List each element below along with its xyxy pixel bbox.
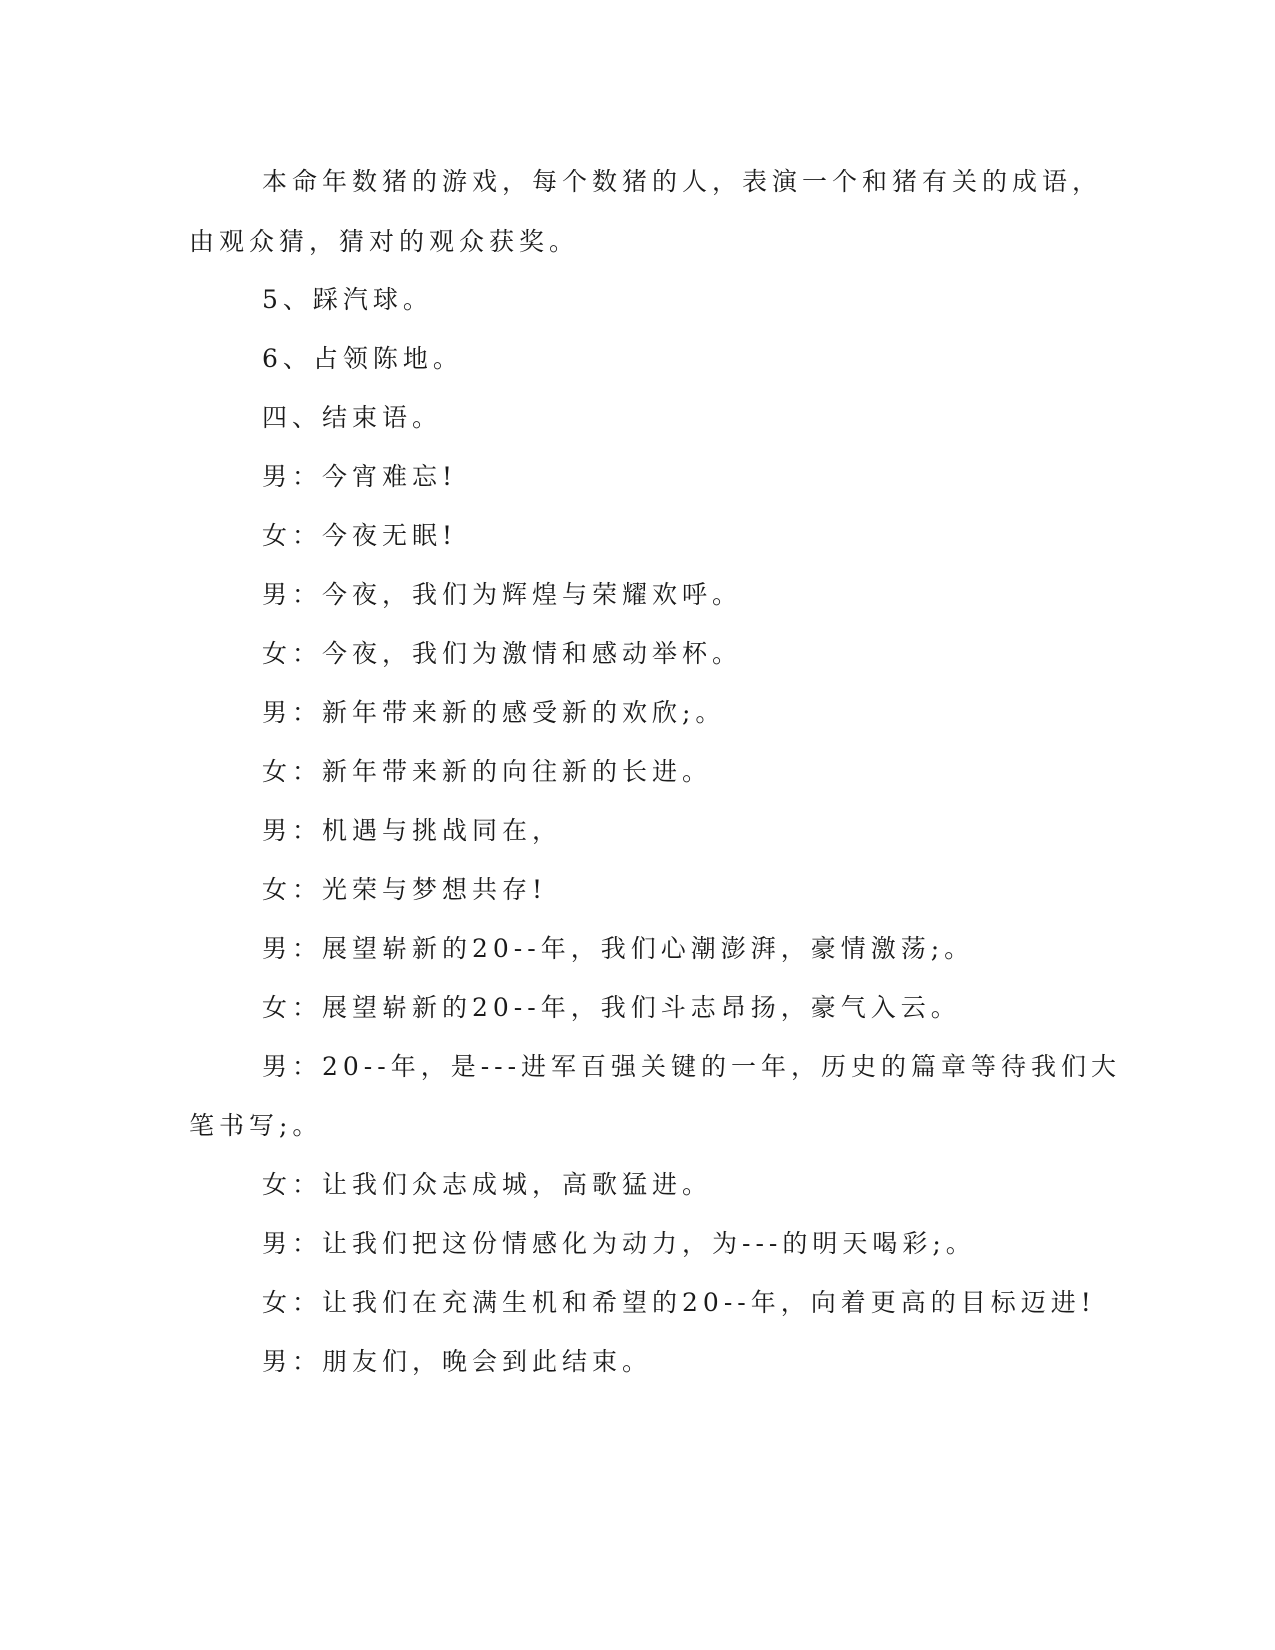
list-item: 6、占领陈地。 [262, 344, 463, 373]
text-line: 由观众猜，猜对的观众获奖。 [189, 227, 580, 256]
dialogue-line: 女：今夜，我们为激情和感动举杯。 [262, 639, 743, 668]
dialogue-line: 女：让我们众志成城，高歌猛进。 [262, 1170, 713, 1199]
dialogue-line: 男：机遇与挑战同在， [262, 816, 563, 845]
dialogue-line: 男：今夜，我们为辉煌与荣耀欢呼。 [262, 580, 743, 609]
dialogue-line: 女：展望崭新的20--年，我们斗志昂扬，豪气入云。 [262, 993, 961, 1022]
dialogue-line: 女：新年带来新的向往新的长进。 [262, 757, 713, 786]
dialogue-line: 男：让我们把这份情感化为动力，为---的明天喝彩;。 [262, 1229, 976, 1258]
dialogue-line: 男：朋友们，晚会到此结束。 [262, 1347, 653, 1376]
section-heading: 四、结束语。 [262, 403, 443, 432]
dialogue-line: 女：光荣与梦想共存! [262, 875, 548, 904]
dialogue-line: 女：让我们在充满生机和希望的20--年，向着更高的目标迈进! [262, 1288, 1096, 1317]
dialogue-line-continuation: 笔书写;。 [189, 1111, 323, 1140]
dialogue-line: 男：20--年，是---进军百强关键的一年，历史的篇章等待我们大 [262, 1052, 1122, 1081]
text-line: 本命年数猪的游戏，每个数猪的人，表演一个和猪有关的成语， [262, 167, 1103, 196]
dialogue-line: 男：展望崭新的20--年，我们心潮澎湃，豪情激荡;。 [262, 934, 975, 963]
dialogue-line: 男：今宵难忘! [262, 462, 458, 491]
dialogue-line: 女：今夜无眠! [262, 521, 458, 550]
list-item: 5、踩汽球。 [262, 285, 433, 314]
dialogue-line: 男：新年带来新的感受新的欢欣;。 [262, 698, 726, 727]
